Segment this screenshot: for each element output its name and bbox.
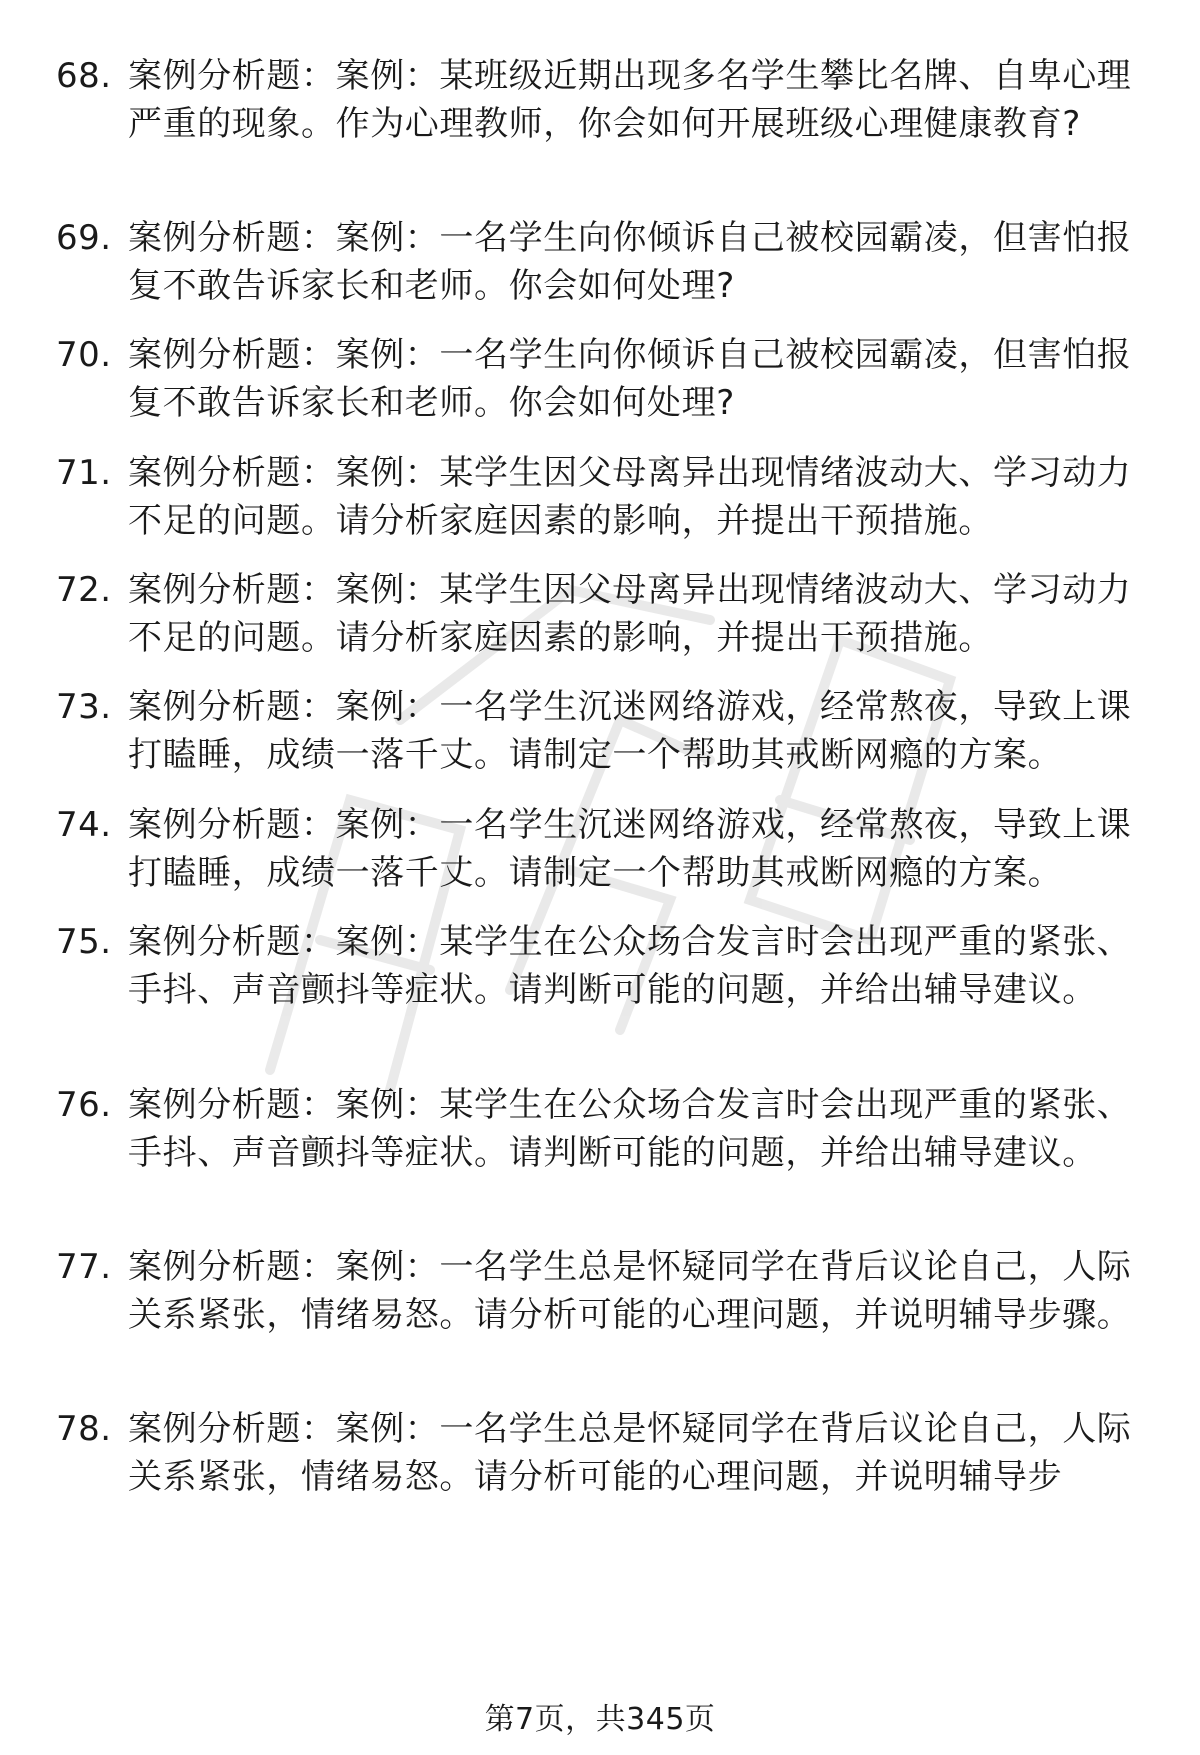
question-number: 75. [56,922,112,962]
question-text: 案例分析题：案例：某学生因父母离异出现情绪波动大、学习动力不足的问题。请分析家庭因素的影响，并提出干预措施。 [128,453,1132,541]
question-text: 案例分析题：案例：一名学生向你倾诉自己被校园霸凌，但害怕报复不敢告诉家长和老师。你会如何处理? [128,335,1132,423]
question-text: 案例分析题：案例：一名学生沉迷网络游戏，经常熬夜，导致上课打瞌睡，成绩一落千丈。请制定一个帮助其戒断网瘾的方案。 [128,805,1132,893]
page-indicator: 第7页，共345页 [484,1702,716,1737]
question-text: 案例分析题：案例：一名学生总是怀疑同学在背后议论自己，人际关系紧张，情绪易怒。请分析可能的心理问题，并说明辅导步 [128,1409,1132,1497]
question-text: 案例分析题：案例：某学生因父母离异出现情绪波动大、学习动力不足的问题。请分析家庭因素的影响，并提出干预措施。 [128,570,1132,658]
question-number: 72. [56,570,112,610]
question-text: 案例分析题：案例：某学生在公众场合发言时会出现严重的紧张、手抖、声音颤抖等症状。请判断可能的问题，并给出辅导建议。 [128,1085,1132,1173]
question-number: 73. [56,687,112,727]
question-text: 案例分析题：案例：一名学生向你倾诉自己被校园霸凌，但害怕报复不敢告诉家长和老师。你会如何处理? [128,218,1132,306]
question-text: 案例分析题：案例：一名学生沉迷网络游戏，经常熬夜，导致上课打瞌睡，成绩一落千丈。请制定一个帮助其戒断网瘾的方案。 [128,687,1132,775]
question-text: 案例分析题：案例：一名学生总是怀疑同学在背后议论自己，人际关系紧张，情绪易怒。请分析可能的心理问题，并说明辅导步骤。 [128,1247,1132,1335]
question-number: 71. [56,453,112,493]
question-number: 74. [56,805,112,845]
question-text: 案例分析题：案例：某班级近期出现多名学生攀比名牌、自卑心理严重的现象。作为心理教师，你会如何开展班级心理健康教育? [128,56,1132,144]
question-text: 案例分析题：案例：某学生在公众场合发言时会出现严重的紧张、手抖、声音颤抖等症状。请判断可能的问题，并给出辅导建议。 [128,922,1132,1010]
question-number: 77. [56,1247,112,1287]
question-number: 70. [56,335,112,375]
question-number: 69. [56,218,112,258]
question-number: 76. [56,1085,112,1125]
question-number: 78. [56,1409,112,1449]
question-number: 68. [56,56,112,96]
